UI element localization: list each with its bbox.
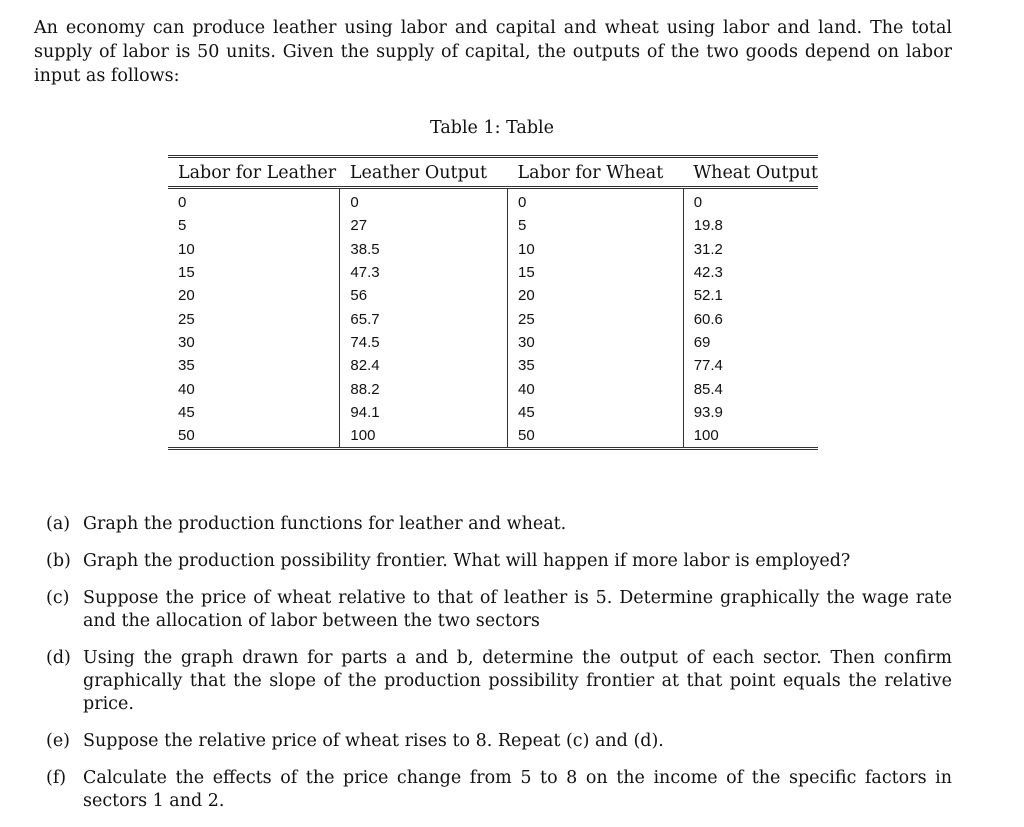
cell-leather-output: 74.5: [340, 331, 508, 354]
cell-labor-for-wheat: 45: [508, 401, 684, 424]
cell-labor-for-wheat: 35: [508, 354, 684, 377]
cell-leather-output: 100: [340, 424, 508, 449]
table-row: [168, 261, 818, 284]
cell-labor-for-wheat: 30: [508, 331, 684, 354]
cell-wheat-output: 19.8: [683, 214, 818, 237]
header-labor-for-leather: Labor for Leather: [168, 157, 340, 188]
question-text: Calculate the effects of the price change from 5 to 8 on the income of the specific factors in sectors 1 and 2.: [83, 768, 952, 811]
cell-wheat-output: 85.4: [683, 377, 818, 400]
table-row: [168, 424, 818, 449]
question-item: [46, 513, 952, 536]
cell-labor-for-wheat: 20: [508, 284, 684, 307]
table-row: [168, 354, 818, 377]
cell-labor-for-wheat: 50: [508, 424, 684, 449]
cell-labor-for-wheat: 25: [508, 307, 684, 330]
table-row: [168, 214, 818, 237]
table-caption: Table 1: Table: [430, 118, 554, 138]
header-leather-output: Leather Output: [340, 157, 508, 188]
table-container: [168, 155, 818, 450]
header-labor-for-wheat: Labor for Wheat: [508, 157, 684, 188]
question-label: (b): [46, 551, 71, 571]
table-row: [168, 307, 818, 330]
cell-labor-for-wheat: 10: [508, 238, 684, 261]
cell-labor-for-leather: 25: [178, 310, 195, 328]
cell-labor-for-leather: 40: [178, 380, 195, 398]
question-item: [46, 550, 952, 573]
cell-labor-for-leather: 5: [178, 217, 187, 235]
cell-labor-for-leather: 20: [178, 287, 195, 305]
question-item: [46, 587, 952, 633]
cell-labor-for-wheat: 15: [508, 261, 684, 284]
question-label: (d): [46, 648, 71, 668]
question-label: (a): [46, 514, 71, 534]
cell-wheat-output: 0: [683, 188, 818, 215]
cell-labor-for-wheat: 40: [508, 377, 684, 400]
table-row: [168, 188, 818, 215]
cell-leather-output: 88.2: [340, 377, 508, 400]
question-text: Using the graph drawn for parts a and b, determine the output of each sector. Then confirm graphically that the slope of the production possibility frontier at that point equals the relative price.: [83, 648, 952, 714]
header-wheat-output: Wheat Output: [683, 157, 818, 188]
production-table: [168, 155, 818, 450]
question-label: (f): [46, 768, 67, 788]
cell-wheat-output: 31.2: [683, 238, 818, 261]
cell-wheat-output: 77.4: [683, 354, 818, 377]
table-row: [168, 331, 818, 354]
cell-leather-output: 94.1: [340, 401, 508, 424]
question-text: Suppose the price of wheat relative to that of leather is 5. Determine graphically the wage rate and the allocation of labor between the two sectors: [83, 588, 952, 631]
cell-leather-output: 82.4: [340, 354, 508, 377]
cell-leather-output: 38.5: [340, 238, 508, 261]
cell-wheat-output: 93.9: [683, 401, 818, 424]
cell-labor-for-leather: 35: [178, 357, 195, 375]
table-row: [168, 238, 818, 261]
table-row: [168, 401, 818, 424]
question-label: (c): [46, 588, 70, 608]
cell-labor-for-leather: 10: [178, 240, 195, 258]
question-text: Suppose the relative price of wheat rises to 8. Repeat (c) and (d).: [83, 731, 664, 751]
cell-leather-output: 56: [340, 284, 508, 307]
cell-wheat-output: 69: [683, 331, 818, 354]
table-body: [168, 188, 818, 449]
cell-labor-for-leather: 30: [178, 333, 195, 351]
question-label: (e): [46, 731, 71, 751]
cell-labor-for-wheat: 0: [508, 188, 684, 215]
cell-labor-for-leather: 50: [178, 427, 195, 445]
cell-labor-for-wheat: 5: [508, 214, 684, 237]
question-text: Graph the production functions for leather and wheat.: [83, 514, 567, 534]
cell-labor-for-leather: 15: [178, 264, 195, 282]
cell-wheat-output: 100: [683, 424, 818, 449]
table-header-row: [168, 157, 818, 188]
table-row: [168, 284, 818, 307]
question-item: [46, 730, 952, 753]
table-row: [168, 377, 818, 400]
cell-labor-for-leather: 45: [178, 403, 195, 421]
cell-wheat-output: 60.6: [683, 307, 818, 330]
cell-leather-output: 65.7: [340, 307, 508, 330]
intro-paragraph: An economy can produce leather using labor and capital and wheat using labor and land. The total supply of labor is 50 units. Given the supply of capital, the outputs of the two goods depend on labor input as follows:: [34, 18, 952, 86]
cell-wheat-output: 42.3: [683, 261, 818, 284]
cell-leather-output: 27: [340, 214, 508, 237]
cell-leather-output: 47.3: [340, 261, 508, 284]
question-text: Graph the production possibility frontier. What will happen if more labor is employed?: [83, 551, 851, 571]
cell-labor-for-leather: 0: [178, 194, 187, 212]
question-list: [46, 513, 952, 827]
question-item: [46, 767, 952, 813]
cell-leather-output: 0: [340, 188, 508, 215]
cell-wheat-output: 52.1: [683, 284, 818, 307]
question-item: [46, 647, 952, 716]
